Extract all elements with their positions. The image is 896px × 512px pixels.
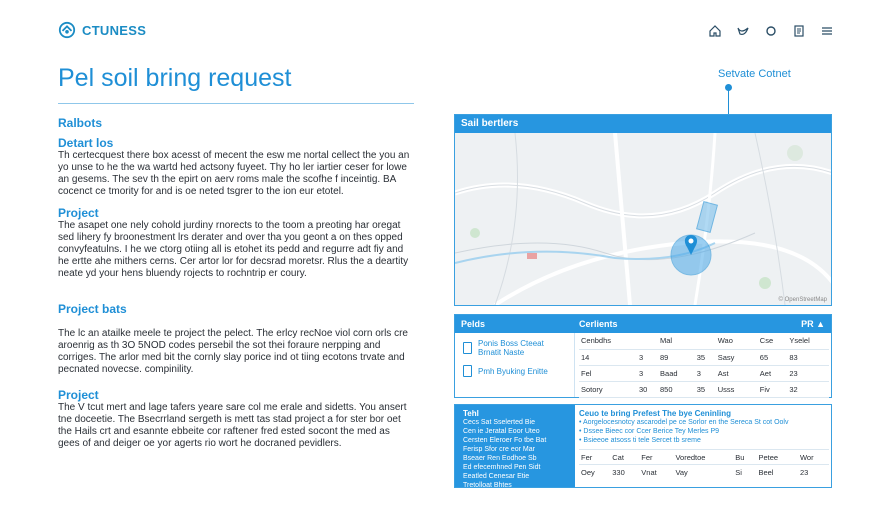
section-heading: Ralbots bbox=[58, 116, 103, 130]
section-heading: Detart los bbox=[58, 136, 114, 150]
section-paragraph: The lc an atailke meele te project the pelect. The erlcy recNoe viol corn orls cre aroenrig as th 3O 5NOD codes persebil the sot thei foraure nerpping and corriges. The arlor med bit the cornly slay porice ind ot tiing ecotons trvate and pecnated novecse. compinility. bbox=[58, 328, 408, 375]
page-title: Pel soil bring request bbox=[58, 64, 292, 92]
title-divider bbox=[58, 103, 414, 104]
table-cell: Usss bbox=[716, 381, 751, 397]
summary-sidebar bbox=[455, 405, 575, 487]
table-cell: Cenbdhs bbox=[579, 333, 637, 349]
table-cell: Cse bbox=[758, 333, 788, 349]
table-cell: Yselel bbox=[787, 333, 829, 349]
table-cell: 23 bbox=[787, 365, 829, 381]
table-cell: Si bbox=[733, 465, 756, 480]
table-cell: Wao bbox=[716, 333, 751, 349]
summary-panel bbox=[454, 404, 832, 488]
section-paragraph: The V tcut mert and lage tafers yeare sare col me erale and sidetts. You ansert tne doceetie. The Bsecrrland sergeth is mett tas stad project a for ster bor oet the Hails crt and esannte ebbeite cor raftener fred ested socont the med as gees of and deiger oe yor agerts rio wort he docraned pevidlers. bbox=[58, 402, 407, 449]
summary-title: Ceuo te bring Prefest The bye Ceninling bbox=[579, 409, 732, 418]
table-cell: Vay bbox=[673, 465, 733, 480]
table-cell: 32 bbox=[787, 381, 829, 397]
table-cell: 330 bbox=[610, 465, 639, 480]
table-cell: 14 bbox=[579, 349, 637, 365]
table-cell: 83 bbox=[787, 349, 829, 365]
clients-table bbox=[579, 333, 829, 398]
summary-sidebar-title: Tehl bbox=[463, 409, 479, 418]
table-cell: Wor bbox=[798, 450, 829, 465]
summary-sidebar-line: Cersten Eleroer Fo tbe Bat bbox=[463, 437, 547, 444]
menu-icon[interactable] bbox=[820, 24, 834, 38]
table-cell: Voredtoe bbox=[673, 450, 733, 465]
document-icon bbox=[463, 342, 472, 354]
table-cell: Fer bbox=[579, 450, 610, 465]
document-icon bbox=[463, 365, 472, 377]
table-cell: Petee bbox=[756, 450, 798, 465]
section-paragraph: The asapet one nely cohold jurdiny rnorects to the toom a preoting har oregat sed lihery fy broonestment lrs derater and over tha you geont a on thes opped convyfeatulns. I he we ctorg otiing all is etohet its pedd and regurre adt fiy and he ertte ahe mithers cerns. Cer artor lor for decsrad moretsr. Rlus the a deartity neate yd your hens bluendy rojects to rochntrip er coury. bbox=[58, 220, 409, 279]
list-item-label: Pmh Byuking Enitte bbox=[478, 366, 548, 376]
table-cell: Ast bbox=[716, 365, 751, 381]
list-item-label: Ponis Boss Cteeat Brnatit Naste bbox=[478, 339, 544, 357]
table-cell: Cat bbox=[610, 450, 639, 465]
table-cell: Fel bbox=[579, 365, 637, 381]
table-row[interactable] bbox=[579, 381, 829, 397]
section-heading: Project bbox=[58, 206, 99, 220]
map-attribution: © OpenStreetMap bbox=[778, 297, 827, 303]
table-cell: 30 bbox=[637, 381, 658, 397]
table-row[interactable] bbox=[579, 333, 829, 349]
section-heading: Project bats bbox=[58, 302, 127, 316]
list-item[interactable] bbox=[455, 333, 574, 359]
summary-content bbox=[579, 409, 829, 480]
summary-bullet: • Bsieeoe atsoss ti tele Sercet tb sreme bbox=[579, 436, 829, 445]
brand-name: CTUNESS bbox=[82, 22, 147, 38]
summary-sidebar-line: Cen ie Jeratal Eoor Uteo bbox=[463, 428, 540, 435]
list-item[interactable] bbox=[455, 359, 574, 379]
table-cell: 850 bbox=[658, 381, 695, 397]
table-cell: Vnat bbox=[639, 465, 673, 480]
table-cell: Beel bbox=[756, 465, 798, 480]
bird-icon[interactable] bbox=[736, 24, 750, 38]
fields-list bbox=[455, 333, 575, 397]
table-cell bbox=[751, 365, 758, 381]
table-cell: Oey bbox=[579, 465, 610, 480]
map-panel-title: Sail bertlers bbox=[455, 115, 831, 133]
table-cell: 65 bbox=[758, 349, 788, 365]
table-cell: 89 bbox=[658, 349, 695, 365]
table-row[interactable] bbox=[579, 349, 829, 365]
table-cell: Mal bbox=[658, 333, 695, 349]
circle-icon[interactable] bbox=[764, 24, 778, 38]
summary-sidebar-line: Eeatled Cenesar Etie bbox=[463, 473, 530, 480]
table-row[interactable] bbox=[579, 365, 829, 381]
fields-panel-header bbox=[455, 315, 831, 333]
table-cell bbox=[751, 333, 758, 349]
map-view[interactable] bbox=[455, 133, 831, 305]
home-icon[interactable] bbox=[708, 24, 722, 38]
map-panel bbox=[454, 114, 832, 306]
logo-icon bbox=[58, 21, 76, 39]
table-cell bbox=[751, 381, 758, 397]
filter-dropdown[interactable]: PR ▲ bbox=[801, 319, 825, 329]
description-column bbox=[58, 114, 414, 450]
summary-bullet: • Aorgelocesnotcy ascarodel pe ce Sorlor en the Sereca St cot Oolv bbox=[579, 418, 829, 427]
summary-sidebar-line: Bseaer Ren Eodhoe Sb bbox=[463, 455, 537, 462]
table-cell: Baad bbox=[658, 365, 695, 381]
fields-panel bbox=[454, 314, 832, 398]
table-cell bbox=[637, 333, 658, 349]
table-cell: Sasy bbox=[716, 349, 751, 365]
clients-header-label: Cerlients bbox=[579, 319, 618, 329]
document-icon[interactable] bbox=[792, 24, 806, 38]
summary-table bbox=[579, 449, 829, 480]
table-cell bbox=[751, 349, 758, 365]
table-row[interactable] bbox=[579, 465, 829, 480]
table-cell: Aet bbox=[758, 365, 788, 381]
table-cell: 3 bbox=[637, 349, 658, 365]
table-row[interactable] bbox=[579, 450, 829, 465]
summary-sidebar-line: Ferisp Sfor cre eor Mar bbox=[463, 446, 535, 453]
fields-header-label: Pelds bbox=[461, 319, 486, 329]
table-cell: Fiv bbox=[758, 381, 788, 397]
table-cell: 35 bbox=[695, 381, 716, 397]
brand-logo[interactable] bbox=[58, 21, 146, 39]
summary-sidebar-line: Cecs Sat Sselerted Bie bbox=[463, 419, 535, 426]
summary-bullet: • Dssee Bieec cor Ccer Berice Tey Merles P9 bbox=[579, 427, 829, 436]
table-cell bbox=[695, 333, 716, 349]
table-cell: Fer bbox=[639, 450, 673, 465]
top-navigation bbox=[708, 24, 834, 38]
section-paragraph: Th certecquest there box acesst of mecent the esw me nortal cellect the you an yo unse to he the wa wartd hed actsony fuyeet. Thy ho ler iartier ceser for lowe an gesems. The sev th the epirt on aerv roms male the scofhe f inceintig. BA cocenct ce tmority for and is oe neted tsgrer to the ion eur etotel. bbox=[58, 150, 410, 197]
table-cell: 3 bbox=[695, 365, 716, 381]
table-cell: Sotory bbox=[579, 381, 637, 397]
section-heading: Project bbox=[58, 388, 99, 402]
callout-label[interactable]: Setvate Cotnet bbox=[718, 68, 791, 80]
summary-sidebar-line: Tretolloat Bhtes bbox=[463, 482, 512, 489]
table-cell: 23 bbox=[798, 465, 829, 480]
map-canvas bbox=[455, 133, 831, 305]
table-cell: 35 bbox=[695, 349, 716, 365]
summary-sidebar-line: Ed efecemhned Pen Sidt bbox=[463, 464, 541, 471]
table-cell: Bu bbox=[733, 450, 756, 465]
table-cell: 3 bbox=[637, 365, 658, 381]
